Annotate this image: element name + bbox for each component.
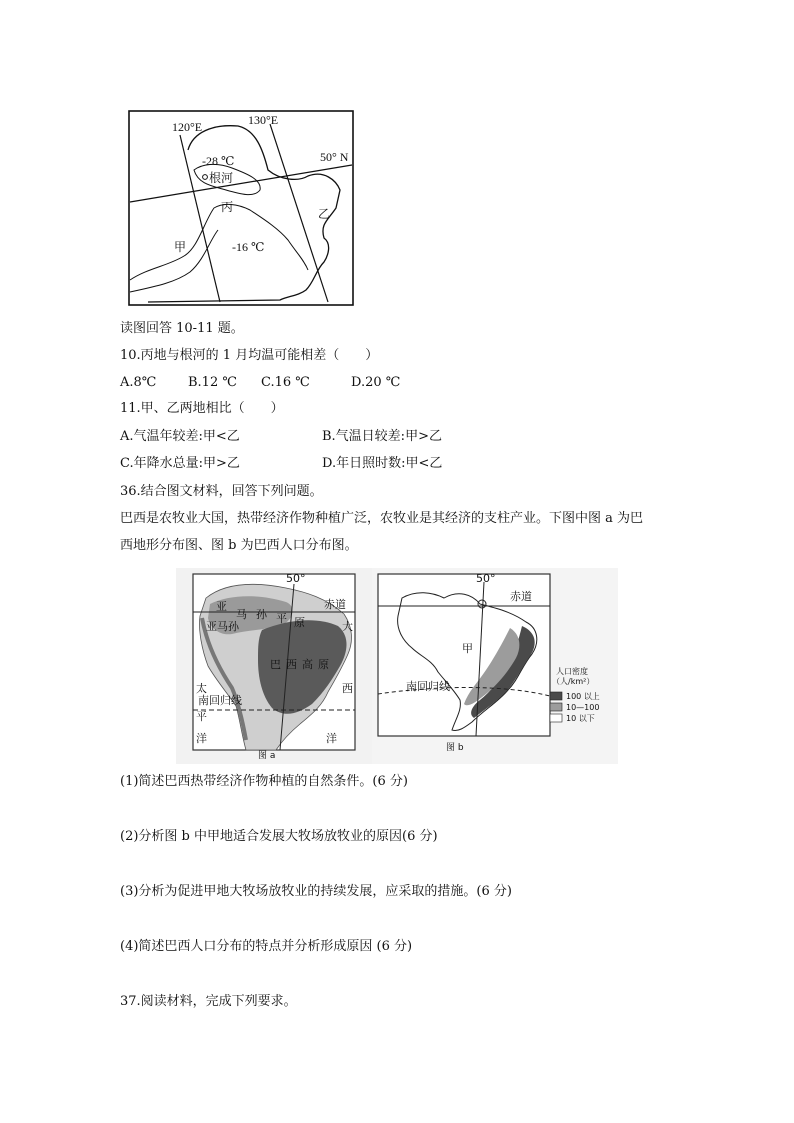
q36-sub3: (3)分析为促进甲地大牧场放牧业的持续发展，应采取的措施。(6 分): [120, 884, 512, 899]
map-a-equator: 赤道: [324, 598, 346, 611]
map-a-plateau-2: 西: [286, 658, 297, 671]
intro-text: 读图回答 10-11 题。: [120, 321, 244, 336]
q36-material-line2: 西地形分布图、图 b 为巴西人口分布图。: [120, 538, 358, 553]
q36-material-line1: 巴西是农牧业大国，热带经济作物种植广泛，农牧业是其经济的支柱产业。下图中图 a 为巴: [120, 511, 644, 526]
map-a-pacific-2: 平: [196, 710, 207, 723]
map-a-tropic: 南回归线: [198, 694, 242, 707]
map-b-tropic: 南回归线: [406, 680, 450, 693]
map-a-atlantic-2: 西: [342, 682, 353, 695]
label-iso-16: -16 ℃: [232, 240, 265, 254]
q11-option-c: C.年降水总量:甲>乙: [120, 456, 240, 471]
map-a-lon: 50°: [286, 572, 306, 585]
map-a-caption: 图 a: [258, 751, 276, 761]
legend-item-medium: 10—100: [566, 703, 600, 712]
brazil-terrain-map: [176, 568, 372, 764]
map-b-caption: 图 b: [446, 743, 464, 753]
isotherm-map: [128, 110, 354, 306]
map-a-atlantic-3: 洋: [326, 732, 337, 745]
label-50n: 50° N: [320, 150, 349, 164]
map-a-amazon-4: 平: [276, 612, 287, 625]
label-120e: 120°E: [172, 120, 203, 134]
q36-sub2: (2)分析图 b 中甲地适合发展大牧场放牧业的原因(6 分): [120, 829, 438, 844]
q10-stem: 10.丙地与根河的 1 月均温可能相差（ ）: [120, 348, 379, 363]
q10-option-a: A.8℃: [120, 375, 157, 390]
legend-swatch-low: [550, 714, 562, 722]
map-a-plateau-4: 原: [318, 658, 329, 671]
q37-stem: 37.阅读材料，完成下列要求。: [120, 994, 297, 1009]
brazil-population-map: [372, 568, 618, 764]
map-a-pacific-1: 太: [196, 682, 207, 695]
label-genhe: 根河: [209, 171, 234, 185]
q11-option-a: A.气温年较差:甲<乙: [120, 429, 240, 444]
label-yi: 乙: [318, 207, 331, 221]
legend-swatch-high: [550, 692, 562, 700]
map-a-plateau-3: 高: [302, 658, 313, 671]
q10-option-d: D.20 ℃: [351, 375, 401, 390]
map-b-jia: 甲: [462, 642, 473, 655]
map-a-amazon-3: 孙: [256, 608, 267, 621]
map-a-amazon-1: 亚: [216, 600, 227, 613]
label-iso-28: -28 ℃: [202, 154, 235, 168]
map-a-pacific-3: 洋: [196, 732, 207, 745]
map-b-equator: 赤道: [510, 590, 532, 603]
q11-stem: 11.甲、乙两地相比（ ）: [120, 401, 284, 416]
map-a-amazon-5: 原: [294, 616, 305, 629]
legend-title2: （人/km²）: [552, 677, 595, 686]
q11-option-b: B.气温日较差:甲>乙: [322, 429, 442, 444]
q36-stem: 36.结合图文材料，回答下列问题。: [120, 484, 323, 499]
label-bing: 丙: [221, 200, 234, 214]
label-jia: 甲: [174, 240, 187, 254]
q11-option-d: D.年日照时数:甲<乙: [322, 456, 443, 471]
q36-sub1: (1)简述巴西热带经济作物种植的自然条件。(6 分): [120, 774, 408, 789]
map-a-amazon2: 亚马孙: [206, 620, 239, 633]
legend-swatch-medium: [550, 703, 562, 711]
legend-item-low: 10 以下: [566, 714, 595, 723]
legend-title1: 人口密度: [556, 667, 588, 676]
q10-option-c: C.16 ℃: [261, 375, 310, 390]
legend-item-high: 100 以上: [566, 692, 600, 701]
map-a-amazon-2: 马: [236, 608, 247, 621]
map-a-atlantic-1: 大: [342, 620, 353, 633]
map-b-lon: 50°: [476, 572, 496, 585]
label-130e: 130°E: [248, 113, 279, 127]
genhe-point: [203, 175, 208, 180]
map-a-plateau-1: 巴: [270, 658, 281, 671]
q10-option-b: B.12 ℃: [188, 375, 237, 390]
q36-sub4: (4)简述巴西人口分布的特点并分析形成原因 (6 分): [120, 939, 413, 954]
